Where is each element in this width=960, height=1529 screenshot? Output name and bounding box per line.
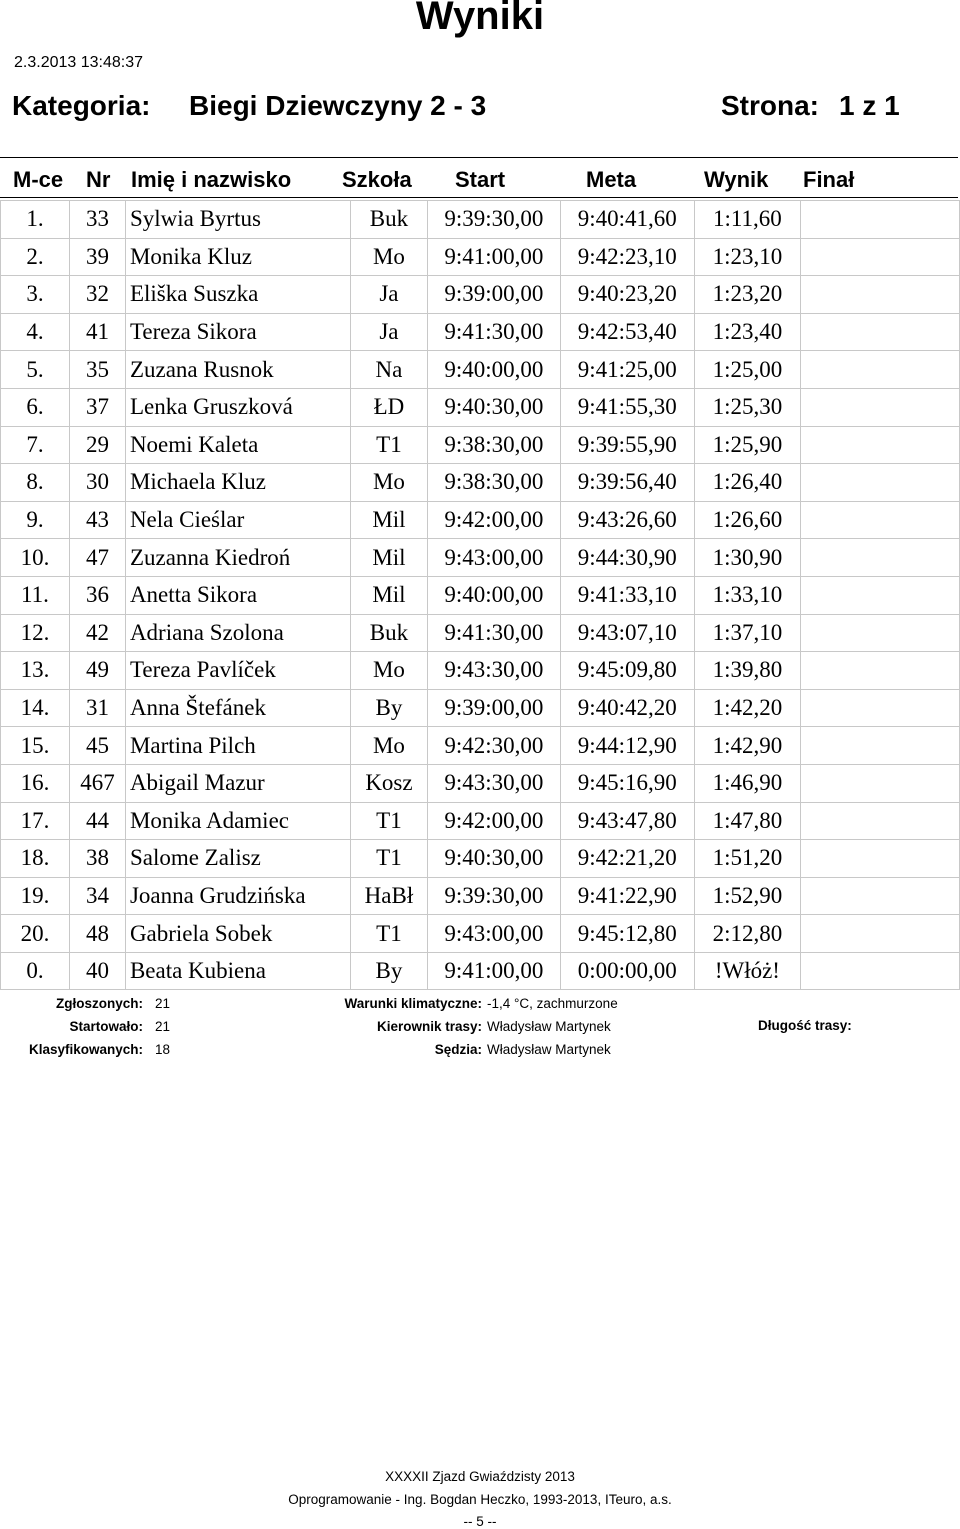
name-cell: Tereza Sikora <box>125 313 350 351</box>
school-cell: T1 <box>350 426 428 464</box>
final-cell <box>801 313 960 351</box>
meta-cell: 9:40:41,60 <box>560 201 694 239</box>
meta-cell: 9:40:23,20 <box>560 276 694 314</box>
start-cell: 9:42:00,00 <box>428 501 560 539</box>
meta-cell: 9:42:23,10 <box>560 238 694 276</box>
started-value: 21 <box>155 1019 171 1034</box>
name-cell: Sylwia Byrtus <box>125 201 350 239</box>
place-cell: 7. <box>1 426 70 464</box>
nr-cell: 45 <box>69 727 125 765</box>
school-cell: Buk <box>350 201 428 239</box>
start-cell: 9:40:30,00 <box>428 840 560 878</box>
table-row <box>1 727 960 765</box>
final-cell <box>801 576 960 614</box>
school-cell: Na <box>350 351 428 389</box>
final-cell <box>801 351 960 389</box>
table-row <box>1 652 960 690</box>
place-cell: 1. <box>1 201 70 239</box>
school-cell: Mo <box>350 727 428 765</box>
start-cell: 9:41:30,00 <box>428 614 560 652</box>
result-cell: 1:42,20 <box>694 689 800 727</box>
start-cell: 9:39:30,00 <box>428 877 560 915</box>
meta-cell: 9:41:55,30 <box>560 388 694 426</box>
category-value: Biegi Dziewczyny 2 - 3 <box>189 90 487 121</box>
nr-cell: 48 <box>69 915 125 953</box>
final-cell <box>801 464 960 502</box>
header-divider-bottom <box>0 197 958 198</box>
start-cell: 9:39:00,00 <box>428 276 560 314</box>
judge-label: Sędzia: <box>434 1042 482 1057</box>
school-cell: Mo <box>350 464 428 502</box>
nr-cell: 40 <box>69 952 125 990</box>
result-cell: 1:47,80 <box>694 802 800 840</box>
result-cell: 1:25,30 <box>694 388 800 426</box>
table-row <box>1 426 960 464</box>
final-cell <box>801 238 960 276</box>
school-cell: By <box>350 689 428 727</box>
school-cell: Buk <box>350 614 428 652</box>
final-cell <box>801 802 960 840</box>
nr-cell: 32 <box>69 276 125 314</box>
nr-cell: 39 <box>69 238 125 276</box>
place-cell: 4. <box>1 313 70 351</box>
start-cell: 9:40:30,00 <box>428 388 560 426</box>
school-cell: Ja <box>350 313 428 351</box>
nr-cell: 42 <box>69 614 125 652</box>
name-cell: Michaela Kluz <box>125 464 350 502</box>
start-cell: 9:42:00,00 <box>428 802 560 840</box>
place-cell: 8. <box>1 464 70 502</box>
meta-cell: 9:42:21,20 <box>560 840 694 878</box>
column-header-name: Imię i nazwisko <box>131 167 292 192</box>
result-cell: 1:30,90 <box>694 539 800 577</box>
table-row <box>1 952 960 990</box>
place-cell: 5. <box>1 351 70 389</box>
header-divider-top <box>0 157 958 158</box>
nr-cell: 31 <box>69 689 125 727</box>
column-header-place: M-ce <box>13 167 64 192</box>
registered-value: 21 <box>155 996 171 1011</box>
column-header-nr: Nr <box>86 167 111 192</box>
meta-cell: 9:44:12,90 <box>560 727 694 765</box>
table-row <box>1 915 960 953</box>
name-cell: Salome Zalisz <box>125 840 350 878</box>
place-cell: 3. <box>1 276 70 314</box>
meta-cell: 0:00:00,00 <box>560 952 694 990</box>
school-cell: ŁD <box>350 388 428 426</box>
weather-label: Warunki klimatyczne: <box>344 996 482 1011</box>
place-cell: 13. <box>1 652 70 690</box>
name-cell: Nela Cieślar <box>125 501 350 539</box>
meta-cell: 9:42:53,40 <box>560 313 694 351</box>
place-cell: 6. <box>1 388 70 426</box>
result-cell: 1:52,90 <box>694 877 800 915</box>
table-row <box>1 351 960 389</box>
start-cell: 9:43:00,00 <box>428 539 560 577</box>
start-cell: 9:43:30,00 <box>428 652 560 690</box>
meta-cell: 9:44:30,90 <box>560 539 694 577</box>
nr-cell: 33 <box>69 201 125 239</box>
result-cell: 1:26,40 <box>694 464 800 502</box>
start-cell: 9:40:00,00 <box>428 576 560 614</box>
start-cell: 9:41:30,00 <box>428 313 560 351</box>
start-cell: 9:38:30,00 <box>428 426 560 464</box>
school-cell: Mil <box>350 501 428 539</box>
place-cell: 15. <box>1 727 70 765</box>
place-cell: 17. <box>1 802 70 840</box>
school-cell: T1 <box>350 840 428 878</box>
result-cell: 1:51,20 <box>694 840 800 878</box>
final-cell <box>801 952 960 990</box>
table-row <box>1 388 960 426</box>
classified-value: 18 <box>155 1042 171 1057</box>
table-row <box>1 764 960 802</box>
school-cell: Mo <box>350 652 428 690</box>
table-row <box>1 501 960 539</box>
start-cell: 9:43:00,00 <box>428 915 560 953</box>
table-row <box>1 689 960 727</box>
place-cell: 11. <box>1 576 70 614</box>
meta-cell: 9:41:25,00 <box>560 351 694 389</box>
meta-cell: 9:43:07,10 <box>560 614 694 652</box>
name-cell: Martina Pilch <box>125 727 350 765</box>
nr-cell: 34 <box>69 877 125 915</box>
school-cell: Mil <box>350 576 428 614</box>
nr-cell: 47 <box>69 539 125 577</box>
meta-cell: 9:41:22,90 <box>560 877 694 915</box>
table-row <box>1 238 960 276</box>
nr-cell: 44 <box>69 802 125 840</box>
place-cell: 20. <box>1 915 70 953</box>
final-cell <box>801 877 960 915</box>
start-cell: 9:41:00,00 <box>428 952 560 990</box>
table-row <box>1 539 960 577</box>
final-cell <box>801 614 960 652</box>
final-cell <box>801 727 960 765</box>
table-row <box>1 276 960 314</box>
route-length-label: Długość trasy: <box>758 1018 852 1033</box>
start-cell: 9:39:30,00 <box>428 201 560 239</box>
meta-cell: 9:45:12,80 <box>560 915 694 953</box>
started-label: Startowało: <box>69 1019 143 1034</box>
place-cell: 10. <box>1 539 70 577</box>
meta-cell: 9:45:16,90 <box>560 764 694 802</box>
name-cell: Lenka Gruszková <box>125 388 350 426</box>
judge-value: Władysław Martynek <box>487 1042 611 1057</box>
final-cell <box>801 652 960 690</box>
name-cell: Tereza Pavlíček <box>125 652 350 690</box>
place-cell: 2. <box>1 238 70 276</box>
column-header-meta: Meta <box>586 167 637 192</box>
school-cell: By <box>350 952 428 990</box>
category-label: Kategoria: <box>12 90 151 121</box>
nr-cell: 35 <box>69 351 125 389</box>
table-header <box>0 164 960 196</box>
results-table <box>0 200 960 990</box>
table-row <box>1 576 960 614</box>
nr-cell: 41 <box>69 313 125 351</box>
result-cell: 1:23,10 <box>694 238 800 276</box>
final-cell <box>801 689 960 727</box>
school-cell: Mil <box>350 539 428 577</box>
start-cell: 9:39:00,00 <box>428 689 560 727</box>
name-cell: Monika Kluz <box>125 238 350 276</box>
meta-cell: 9:39:56,40 <box>560 464 694 502</box>
final-cell <box>801 426 960 464</box>
final-cell <box>801 539 960 577</box>
column-header-start: Start <box>455 167 506 192</box>
final-cell <box>801 201 960 239</box>
start-cell: 9:43:30,00 <box>428 764 560 802</box>
meta-cell: 9:39:55,90 <box>560 426 694 464</box>
name-cell: Abigail Mazur <box>125 764 350 802</box>
place-cell: 9. <box>1 501 70 539</box>
place-cell: 12. <box>1 614 70 652</box>
result-cell: 1:25,00 <box>694 351 800 389</box>
nr-cell: 43 <box>69 501 125 539</box>
nr-cell: 30 <box>69 464 125 502</box>
result-cell: 1:33,10 <box>694 576 800 614</box>
final-cell <box>801 276 960 314</box>
table-row <box>1 464 960 502</box>
final-cell <box>801 840 960 878</box>
table-row <box>1 614 960 652</box>
result-cell: 1:11,60 <box>694 201 800 239</box>
result-cell: 1:23,20 <box>694 276 800 314</box>
table-row <box>1 802 960 840</box>
result-cell: 1:39,80 <box>694 652 800 690</box>
school-cell: HaBł <box>350 877 428 915</box>
school-cell: T1 <box>350 802 428 840</box>
name-cell: Beata Kubiena <box>125 952 350 990</box>
school-cell: T1 <box>350 915 428 953</box>
name-cell: Adriana Szolona <box>125 614 350 652</box>
table-row <box>1 313 960 351</box>
result-cell: 1:37,10 <box>694 614 800 652</box>
name-cell: Monika Adamiec <box>125 802 350 840</box>
result-cell: 1:25,90 <box>694 426 800 464</box>
column-header-wynik: Wynik <box>704 167 769 192</box>
registered-label: Zgłoszonych: <box>56 996 143 1011</box>
result-cell: !Włóż! <box>694 952 800 990</box>
final-cell <box>801 764 960 802</box>
result-cell: 1:42,90 <box>694 727 800 765</box>
table-row <box>1 877 960 915</box>
school-cell: Kosz <box>350 764 428 802</box>
meta-cell: 9:45:09,80 <box>560 652 694 690</box>
name-cell: Noemi Kaleta <box>125 426 350 464</box>
place-cell: 18. <box>1 840 70 878</box>
column-header-final: Finał <box>803 167 855 192</box>
start-cell: 9:41:00,00 <box>428 238 560 276</box>
classified-label: Klasyfikowanych: <box>28 1042 143 1057</box>
place-cell: 19. <box>1 877 70 915</box>
nr-cell: 29 <box>69 426 125 464</box>
start-cell: 9:40:00,00 <box>428 351 560 389</box>
footer-software: Oprogramowanie - Ing. Bogdan Heczko, 1993-2013, ITeuro, a.s. <box>288 1492 672 1507</box>
school-cell: Mo <box>350 238 428 276</box>
print-datetime: 2.3.2013 13:48:37 <box>14 54 144 71</box>
route-manager-value: Władysław Martynek <box>487 1019 611 1034</box>
page-title: Wyniki <box>415 0 545 38</box>
name-cell: Joanna Grudzińska <box>125 877 350 915</box>
name-cell: Gabriela Sobek <box>125 915 350 953</box>
footer-event: XXXXII Zjazd Gwiaździsty 2013 <box>385 1469 575 1484</box>
start-cell: 9:38:30,00 <box>428 464 560 502</box>
name-cell: Eliška Suszka <box>125 276 350 314</box>
name-cell: Zuzana Rusnok <box>125 351 350 389</box>
name-cell: Zuzanna Kiedroń <box>125 539 350 577</box>
meta-cell: 9:40:42,20 <box>560 689 694 727</box>
nr-cell: 36 <box>69 576 125 614</box>
place-cell: 16. <box>1 764 70 802</box>
final-cell <box>801 915 960 953</box>
weather-value: -1,4 °C, zachmurzone <box>487 996 618 1011</box>
nr-cell: 467 <box>69 764 125 802</box>
final-cell <box>801 501 960 539</box>
name-cell: Anna Štefánek <box>125 689 350 727</box>
column-header-school: Szkoła <box>342 167 412 192</box>
nr-cell: 38 <box>69 840 125 878</box>
result-cell: 2:12,80 <box>694 915 800 953</box>
page-label: Strona: <box>721 90 819 121</box>
route-manager-label: Kierownik trasy: <box>376 1019 482 1034</box>
table-row <box>1 840 960 878</box>
place-cell: 14. <box>1 689 70 727</box>
meta-cell: 9:43:26,60 <box>560 501 694 539</box>
nr-cell: 37 <box>69 388 125 426</box>
nr-cell: 49 <box>69 652 125 690</box>
start-cell: 9:42:30,00 <box>428 727 560 765</box>
meta-cell: 9:43:47,80 <box>560 802 694 840</box>
result-cell: 1:26,60 <box>694 501 800 539</box>
school-cell: Ja <box>350 276 428 314</box>
name-cell: Anetta Sikora <box>125 576 350 614</box>
final-cell <box>801 388 960 426</box>
footer-page-number: -- 5 -- <box>463 1514 497 1529</box>
table-row <box>1 201 960 239</box>
result-cell: 1:23,40 <box>694 313 800 351</box>
page-value: 1 z 1 <box>839 90 900 121</box>
result-cell: 1:46,90 <box>694 764 800 802</box>
meta-cell: 9:41:33,10 <box>560 576 694 614</box>
place-cell: 0. <box>1 952 70 990</box>
